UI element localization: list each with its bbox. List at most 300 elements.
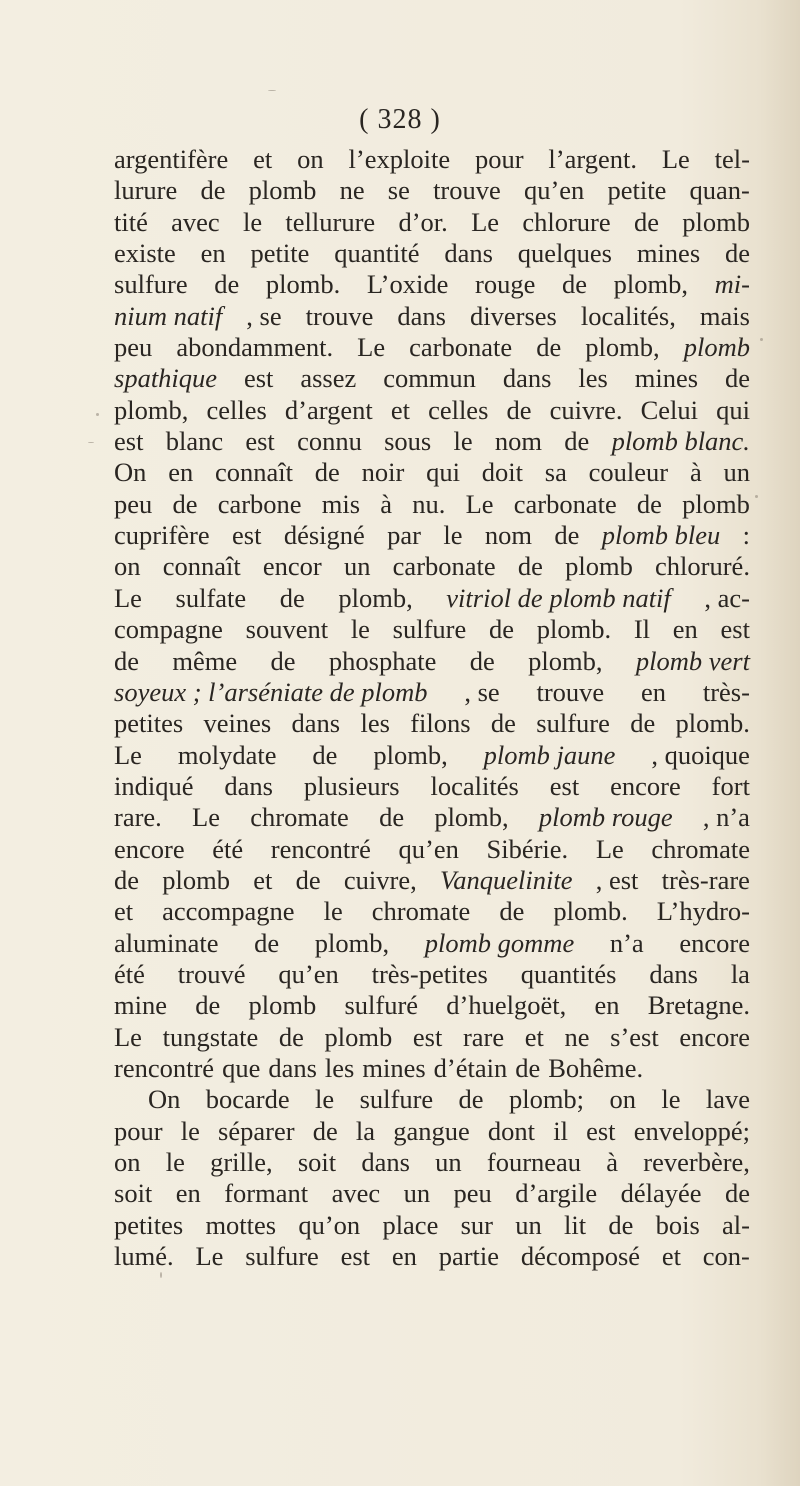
text-line [114, 1178, 750, 1209]
word: Le [114, 582, 142, 613]
word: de [490, 708, 516, 739]
word: tungstate [162, 1021, 259, 1052]
italic-term: plomb [683, 332, 750, 363]
word: trouve [433, 175, 501, 206]
word: grille, [210, 1147, 273, 1177]
word: On [148, 1084, 181, 1115]
word: bocarde [205, 1084, 290, 1115]
word: petite [250, 238, 310, 269]
word: peu [114, 332, 153, 363]
text-line [114, 457, 750, 488]
word: même [172, 645, 238, 676]
word: connaît [162, 551, 241, 582]
word: , se [464, 676, 500, 707]
word: gangue [393, 1115, 470, 1146]
word: de [279, 582, 305, 613]
word: dans [444, 238, 493, 269]
word: carbonate [392, 551, 496, 582]
word: celles [428, 394, 489, 425]
word: plomb. [675, 708, 750, 739]
word: Le [595, 833, 624, 864]
word: le [661, 1084, 681, 1115]
word: et [661, 1241, 681, 1272]
word: carbonate [513, 488, 617, 519]
text-line [114, 238, 750, 269]
word: de [295, 864, 321, 895]
word: de [630, 708, 656, 739]
word: de [254, 927, 280, 958]
text-line [114, 551, 750, 582]
word: sa [544, 457, 567, 488]
word: d’argent [284, 394, 373, 425]
word: très-rare [661, 864, 750, 895]
word: encore [679, 927, 750, 958]
word: sulfure [392, 614, 467, 645]
word: reverbère, [643, 1147, 750, 1177]
word: un [343, 551, 371, 582]
word: peu [114, 488, 153, 519]
word: le [165, 1147, 185, 1177]
text-line [114, 1241, 750, 1272]
word: souvent [245, 614, 329, 645]
word: dans [291, 708, 341, 739]
word: carbonate [409, 332, 513, 363]
word: de [172, 488, 198, 519]
word: quantité [334, 238, 420, 269]
text-line [114, 1053, 750, 1084]
word: et [253, 864, 273, 895]
word: s’est [610, 1021, 659, 1052]
italic-term: plomb bleu [601, 520, 721, 551]
word: Celui [640, 394, 698, 425]
text-line [114, 1084, 750, 1115]
word: compagne [114, 614, 223, 645]
word: soit [114, 1178, 153, 1209]
word: plomb. [265, 269, 341, 300]
word: dans [649, 958, 698, 989]
word: , est [595, 864, 639, 895]
word: de [554, 520, 580, 551]
word: est [549, 770, 580, 801]
word: de [536, 332, 562, 363]
word: est [340, 1241, 371, 1272]
word: un [515, 1209, 542, 1240]
word: plomb [565, 551, 633, 582]
word: assez [300, 363, 357, 394]
word: sulfate [175, 582, 247, 613]
word: sulfure [359, 1084, 434, 1115]
word: le [350, 614, 370, 645]
word: de [114, 864, 140, 895]
word: est [232, 520, 262, 551]
word: place [382, 1209, 439, 1240]
italic-term: plomb blanc. [611, 426, 750, 457]
word: mines [634, 363, 699, 394]
word: Bohême. [548, 1052, 644, 1083]
word: un [435, 1147, 462, 1177]
word: pour [114, 1115, 163, 1146]
text-line [114, 865, 750, 896]
word: plomb, [528, 645, 603, 676]
word: l’argent. [548, 144, 637, 174]
page-body-text [114, 144, 750, 1272]
word: formant [224, 1178, 309, 1209]
text-line [114, 583, 750, 614]
word: le [180, 1115, 200, 1146]
word: les [578, 363, 608, 394]
italic-term: plomb vert [635, 645, 750, 676]
word: argentifère [114, 144, 229, 174]
word: et [390, 394, 410, 425]
word: rencontré [114, 1052, 215, 1083]
text-line [114, 1022, 750, 1053]
paper-speck [96, 413, 99, 416]
text-line [114, 489, 750, 520]
word: est [114, 426, 144, 457]
word: tellurure [285, 206, 376, 237]
word: veines [203, 708, 272, 739]
italic-term: plomb gomme [424, 927, 575, 958]
text-line [114, 771, 750, 802]
text-line [114, 175, 750, 206]
word: plomb; [508, 1084, 585, 1115]
word: con- [702, 1241, 750, 1272]
word: sulfure [536, 708, 610, 739]
word: de [561, 269, 587, 300]
word: partie [438, 1241, 500, 1272]
word: à [606, 1147, 619, 1177]
word: été [212, 833, 244, 864]
word: plomb [248, 990, 317, 1021]
word: plomb [682, 488, 750, 519]
word: mottes [205, 1209, 277, 1240]
word: plomb, [613, 269, 688, 300]
word: encore [610, 770, 681, 801]
text-line [114, 1210, 750, 1241]
word: est [720, 614, 750, 645]
word: rare [462, 1021, 505, 1052]
word: molydate [177, 739, 277, 770]
word: localités [430, 770, 519, 801]
text-line [114, 646, 750, 677]
italic-term: plomb rouge [538, 802, 673, 833]
word: tel- [714, 144, 750, 174]
word: dans [361, 1147, 410, 1177]
word: diverses [470, 300, 557, 331]
word: est [245, 426, 275, 457]
text-line [114, 426, 750, 457]
word: le [243, 206, 263, 237]
word: de [195, 990, 221, 1021]
word: Il [633, 614, 651, 645]
word: de [517, 551, 543, 582]
word: accompagne [162, 896, 295, 927]
text-line [114, 614, 750, 645]
word: cuivre, [343, 864, 417, 895]
text-line [114, 207, 750, 238]
paper-speck [760, 338, 763, 341]
italic-term: soyeux ; l’arséniate de plomb [114, 676, 428, 707]
word: on [114, 551, 141, 582]
word: à [689, 457, 702, 488]
word: dans [268, 1052, 317, 1083]
word: plomb [248, 175, 317, 206]
text-line [114, 834, 750, 865]
word: très-petites [371, 958, 488, 989]
word: de [200, 175, 226, 206]
word: Bretagne. [647, 990, 750, 1021]
word: bois [655, 1209, 700, 1240]
word: mines [362, 1052, 426, 1083]
word: qu’en [398, 833, 459, 864]
text-line [114, 928, 750, 959]
word: commun [383, 363, 476, 394]
word: fourneau [486, 1147, 582, 1177]
word: de [724, 238, 750, 269]
word: connu [297, 426, 362, 457]
word: d’étain [433, 1052, 508, 1083]
word: plomb, [314, 927, 390, 958]
word: le [453, 426, 473, 457]
word: chromate [371, 896, 471, 927]
word: le [315, 1084, 335, 1115]
word: Le [192, 802, 220, 833]
word: de [278, 1021, 304, 1052]
word: et [253, 144, 273, 174]
word: , se [246, 300, 282, 331]
word: noir [361, 457, 405, 488]
word: plomb [682, 206, 750, 237]
word: localités, [580, 300, 676, 331]
text-line [114, 520, 750, 551]
word: la [355, 1115, 376, 1146]
word: en [594, 990, 620, 1021]
word: pour [474, 144, 524, 174]
word: plomb. [553, 896, 628, 927]
paper-speck [160, 1272, 162, 1278]
word: la [730, 958, 750, 989]
word: mais [699, 300, 750, 331]
page-number: ( 328 ) [359, 104, 441, 135]
word: quantités [520, 958, 617, 989]
text-line [114, 802, 750, 833]
word: : [742, 520, 750, 551]
word: qu’en [523, 175, 585, 206]
word: Le [357, 332, 386, 363]
word: avec [331, 1178, 381, 1209]
word: d’argile [515, 1178, 598, 1209]
word: chromate [250, 802, 349, 833]
word: par [387, 520, 421, 551]
text-line [114, 990, 750, 1021]
word: mis [321, 488, 361, 519]
word: de [312, 1115, 338, 1146]
word: se [387, 175, 410, 206]
word: séparer [218, 1115, 295, 1146]
word: couleur [588, 457, 669, 488]
word: est [586, 1115, 616, 1146]
word: et [524, 1021, 544, 1052]
word: fort [711, 770, 750, 801]
word: L’hydro- [656, 896, 750, 927]
word: celles [206, 394, 267, 425]
word: lurure [114, 175, 178, 206]
word: Le [465, 488, 494, 519]
word: chromate [651, 833, 750, 864]
word: mine [114, 990, 167, 1021]
word: d’or. [398, 206, 448, 237]
word: sur [460, 1209, 493, 1240]
word: on [297, 144, 324, 174]
word: enveloppé; [633, 1115, 750, 1146]
word: plomb, [114, 394, 189, 425]
word: On [114, 457, 147, 488]
italic-term: vitriol de plomb natif [446, 582, 671, 613]
word: de [469, 645, 495, 676]
word: ne [339, 175, 365, 206]
word: soit [297, 1147, 337, 1177]
word: de [312, 739, 338, 770]
word: que [222, 1052, 261, 1083]
word: Le [661, 144, 690, 174]
word: petites [114, 1209, 184, 1240]
word: lave [705, 1084, 750, 1115]
word: en [175, 1178, 201, 1209]
word: on [609, 1084, 636, 1115]
word: sous [384, 426, 432, 457]
text-line [114, 1147, 750, 1178]
word: Le [114, 1021, 142, 1052]
text-line [114, 363, 750, 394]
italic-term: plomb jaune [483, 739, 616, 770]
word: de [499, 896, 525, 927]
word: qu’on [298, 1209, 361, 1240]
word: de [515, 1052, 541, 1083]
word: été [114, 958, 145, 989]
word: en [391, 1241, 417, 1272]
word: de [633, 206, 659, 237]
word: de [564, 426, 590, 457]
word: rouge [475, 269, 536, 300]
word: encore [114, 833, 185, 864]
word: abondamment. [176, 332, 334, 363]
italic-term: mi- [714, 269, 750, 300]
text-line [114, 740, 750, 771]
word: de [270, 645, 296, 676]
word: encor [262, 551, 322, 582]
word: d’huelgoët, [446, 990, 567, 1021]
word: connaît [215, 457, 293, 488]
word: Le [114, 739, 142, 770]
word: peu [453, 1178, 492, 1209]
italic-term: nium natif [114, 300, 223, 331]
word: qu’en [278, 958, 339, 989]
word: L’oxide [366, 269, 449, 300]
word: en [672, 614, 698, 645]
text-line [114, 301, 750, 332]
word: le [443, 520, 463, 551]
word: dont [487, 1115, 536, 1146]
word: les [360, 708, 390, 739]
word: blanc [165, 426, 224, 457]
word: désigné [283, 520, 365, 551]
word: un [723, 457, 750, 488]
word: plomb. [536, 614, 612, 645]
word: plomb, [338, 582, 413, 613]
word: sulfure [114, 269, 188, 300]
text-line [114, 708, 750, 739]
text-line [114, 332, 750, 363]
word: plomb, [434, 802, 509, 833]
word: aluminate [114, 927, 219, 958]
word: de [489, 614, 515, 645]
word: on [114, 1147, 141, 1177]
word: Sibérie. [486, 833, 569, 864]
word: quan- [689, 175, 750, 206]
word: , quoique [651, 739, 750, 770]
word: les [324, 1052, 355, 1083]
word: qui [426, 457, 460, 488]
word: le [323, 896, 343, 927]
word: cuivre. [549, 394, 623, 425]
word: plomb [162, 864, 230, 895]
word: dans [224, 770, 273, 801]
text-line [114, 677, 750, 708]
word: lit [563, 1209, 587, 1240]
word: plomb, [373, 739, 448, 770]
word: de [724, 363, 750, 394]
text-line [114, 896, 750, 927]
word: un [403, 1178, 431, 1209]
word: trouve [305, 300, 374, 331]
word: décomposé [520, 1241, 641, 1272]
word: avec [171, 206, 220, 237]
word: rare. [114, 802, 162, 833]
italic-term: spathique [114, 363, 218, 394]
text-line [114, 1116, 750, 1147]
word: doit [481, 457, 523, 488]
word: en [200, 238, 226, 269]
word: l’exploite [348, 144, 451, 174]
word: plomb [324, 1021, 393, 1052]
word: trouve [536, 676, 605, 707]
word: Le [471, 206, 500, 237]
word: encore [679, 1021, 750, 1052]
word: de [214, 269, 240, 300]
word: phosphate [328, 645, 437, 676]
word: chlorure [522, 206, 611, 237]
word: quelques [517, 238, 612, 269]
word: de [724, 1178, 750, 1209]
word: , n’a [702, 802, 750, 833]
word: sulfure [245, 1241, 319, 1272]
text-line [114, 269, 750, 300]
word: ne [564, 1021, 590, 1052]
word: est [412, 1021, 443, 1052]
word: délayée [620, 1178, 702, 1209]
word: de [458, 1084, 484, 1115]
paper-speck [268, 90, 276, 91]
word: , ac- [704, 582, 750, 613]
italic-term: Vanquelinite [439, 864, 573, 895]
word: il [553, 1115, 568, 1146]
word: Le [195, 1241, 224, 1272]
word: trouvé [177, 958, 246, 989]
word: nu. [412, 488, 446, 519]
word: en [168, 457, 194, 488]
word: carbone [217, 488, 302, 519]
word: petites [114, 708, 184, 739]
